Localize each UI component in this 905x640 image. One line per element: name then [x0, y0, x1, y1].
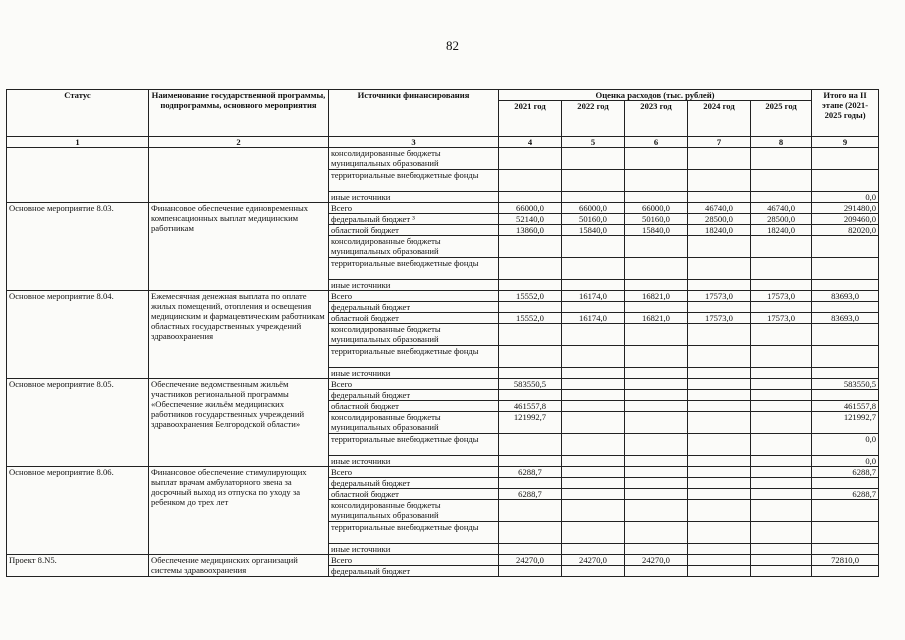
value-cell: 583550,5 [499, 379, 562, 390]
status-cell: Проект 8.N5. [7, 555, 149, 577]
table-row [7, 148, 879, 170]
source-cell: консолидированные бюджеты муниципальных образований [329, 148, 499, 170]
value-cell: 121992,7 [812, 412, 879, 434]
source-cell: областной бюджет [329, 225, 499, 236]
header-year-2021: 2021 год [499, 101, 562, 137]
value-cell: 17573,0 [751, 291, 812, 302]
value-cell: 24270,0 [499, 555, 562, 566]
value-cell: 6288,7 [499, 467, 562, 478]
value-cell: 6288,7 [499, 489, 562, 500]
page-number: 82 [446, 38, 459, 53]
value-cell: 15840,0 [625, 225, 688, 236]
col-number: 4 [499, 137, 562, 148]
status-cell: Основное мероприятие 8.03. [7, 203, 149, 291]
value-cell: 18240,0 [688, 225, 751, 236]
value-cell: 50160,0 [562, 214, 625, 225]
header-costs-group: Оценка расходов (тыс. рублей) [499, 90, 812, 101]
value-cell: 15840,0 [562, 225, 625, 236]
name-cell: Ежемесячная денежная выплата по оплате жилых помещений, отопления и освещения медицинским и фармацевтическим работникам областных государственных учреждений здравоохранения [149, 291, 329, 379]
value-cell: 6288,7 [812, 467, 879, 478]
value-cell: 82020,0 [812, 225, 879, 236]
col-number: 2 [149, 137, 329, 148]
source-cell: Всего [329, 467, 499, 478]
col-number: 6 [625, 137, 688, 148]
status-cell: Основное мероприятие 8.05. [7, 379, 149, 467]
value-cell: 46740,0 [751, 203, 812, 214]
source-cell: областной бюджет [329, 313, 499, 324]
value-cell: 13860,0 [499, 225, 562, 236]
value-cell: 66000,0 [625, 203, 688, 214]
value-cell: 66000,0 [499, 203, 562, 214]
col-number: 5 [562, 137, 625, 148]
source-cell: Всего [329, 203, 499, 214]
source-cell: иные источники [329, 368, 499, 379]
name-cell: Финансовое обеспечение единовременных компенсационных выплат медицинским работникам [149, 203, 329, 291]
value-cell: 17573,0 [751, 313, 812, 324]
value-cell: 209460,0 [812, 214, 879, 225]
value-cell: 50160,0 [625, 214, 688, 225]
col-number: 7 [688, 137, 751, 148]
source-cell: областной бюджет [329, 489, 499, 500]
value-cell: 15552,0 [499, 313, 562, 324]
source-cell: территориальные внебюджетные фонды [329, 522, 499, 544]
budget-table [6, 89, 879, 577]
column-number-row [7, 137, 879, 148]
value-cell: 0,0 [812, 456, 879, 467]
value-cell: 24270,0 [562, 555, 625, 566]
source-cell: иные источники [329, 544, 499, 555]
value-cell: 16174,0 [562, 313, 625, 324]
source-cell: Всего [329, 379, 499, 390]
col-number: 3 [329, 137, 499, 148]
col-number: 8 [751, 137, 812, 148]
value-cell: 15552,0 [499, 291, 562, 302]
value-cell: 28500,0 [751, 214, 812, 225]
source-cell: иные источники [329, 192, 499, 203]
status-cell: Основное мероприятие 8.04. [7, 291, 149, 379]
table-row [7, 555, 879, 566]
header-status: Статус [7, 90, 149, 137]
value-cell: 72810,0 [812, 555, 879, 566]
value-cell: 0,0 [812, 192, 879, 203]
value-cell: 0,0 [812, 434, 879, 456]
value-cell: 16174,0 [562, 291, 625, 302]
value-cell: 83693,0 [812, 313, 879, 324]
source-cell: Всего [329, 291, 499, 302]
source-cell: территориальные внебюджетные фонды [329, 434, 499, 456]
value-cell: 6288,7 [812, 489, 879, 500]
value-cell: 291480,0 [812, 203, 879, 214]
header-program-name: Наименование государственной программы, подпрограммы, основного мероприятия [149, 90, 329, 137]
value-cell: 583550,5 [812, 379, 879, 390]
name-cell: Финансовое обеспечение стимулирующих выплат врачам амбулаторного звена за досрочный выход из отпуска по уходу за ребенком до трех лет [149, 467, 329, 555]
table-row [7, 467, 879, 478]
name-cell: Обеспечение медицинских организаций системы здравоохранения [149, 555, 329, 577]
source-cell: консолидированные бюджеты муниципальных образований [329, 324, 499, 346]
table-row [7, 203, 879, 214]
table-row [7, 291, 879, 302]
header-sources: Источники финансирования [329, 90, 499, 137]
name-cell: Обеспечение ведомственным жильём участников региональной программы «Обеспечение жильём медицинских работников государственных учреждений здравоохранения Белгородской области» [149, 379, 329, 467]
status-cell [7, 148, 149, 203]
source-cell: федеральный бюджет [329, 302, 499, 313]
source-cell: территориальные внебюджетные фонды [329, 170, 499, 192]
source-cell: Всего [329, 555, 499, 566]
value-cell: 17573,0 [688, 291, 751, 302]
source-cell: консолидированные бюджеты муниципальных образований [329, 412, 499, 434]
header-year-2024: 2024 год [688, 101, 751, 137]
name-cell [149, 148, 329, 203]
source-cell: территориальные внебюджетные фонды [329, 346, 499, 368]
source-cell: федеральный бюджет [329, 390, 499, 401]
source-cell: иные источники [329, 456, 499, 467]
source-cell: консолидированные бюджеты муниципальных образований [329, 500, 499, 522]
value-cell: 461557,8 [499, 401, 562, 412]
source-cell: федеральный бюджет [329, 566, 499, 577]
header-row [7, 90, 879, 101]
value-cell: 16821,0 [625, 291, 688, 302]
col-number: 1 [7, 137, 149, 148]
header-total: Итого на II этапе (2021-2025 годы) [812, 90, 879, 137]
value-cell: 121992,7 [499, 412, 562, 434]
source-cell: областной бюджет [329, 401, 499, 412]
source-cell: федеральный бюджет [329, 478, 499, 489]
value-cell: 18240,0 [751, 225, 812, 236]
value-cell: 46740,0 [688, 203, 751, 214]
source-cell: федеральный бюджет ³ [329, 214, 499, 225]
value-cell: 461557,8 [812, 401, 879, 412]
value-cell: 28500,0 [688, 214, 751, 225]
header-year-2023: 2023 год [625, 101, 688, 137]
header-year-2025: 2025 год [751, 101, 812, 137]
value-cell: 52140,0 [499, 214, 562, 225]
value-cell: 24270,0 [625, 555, 688, 566]
value-cell: 83693,0 [812, 291, 879, 302]
value-cell: 66000,0 [562, 203, 625, 214]
value-cell: 17573,0 [688, 313, 751, 324]
table-row [7, 379, 879, 390]
source-cell: консолидированные бюджеты муниципальных образований [329, 236, 499, 258]
source-cell: иные источники [329, 280, 499, 291]
value-cell: 16821,0 [625, 313, 688, 324]
status-cell: Основное мероприятие 8.06. [7, 467, 149, 555]
source-cell: территориальные внебюджетные фонды [329, 258, 499, 280]
col-number: 9 [812, 137, 879, 148]
header-year-2022: 2022 год [562, 101, 625, 137]
